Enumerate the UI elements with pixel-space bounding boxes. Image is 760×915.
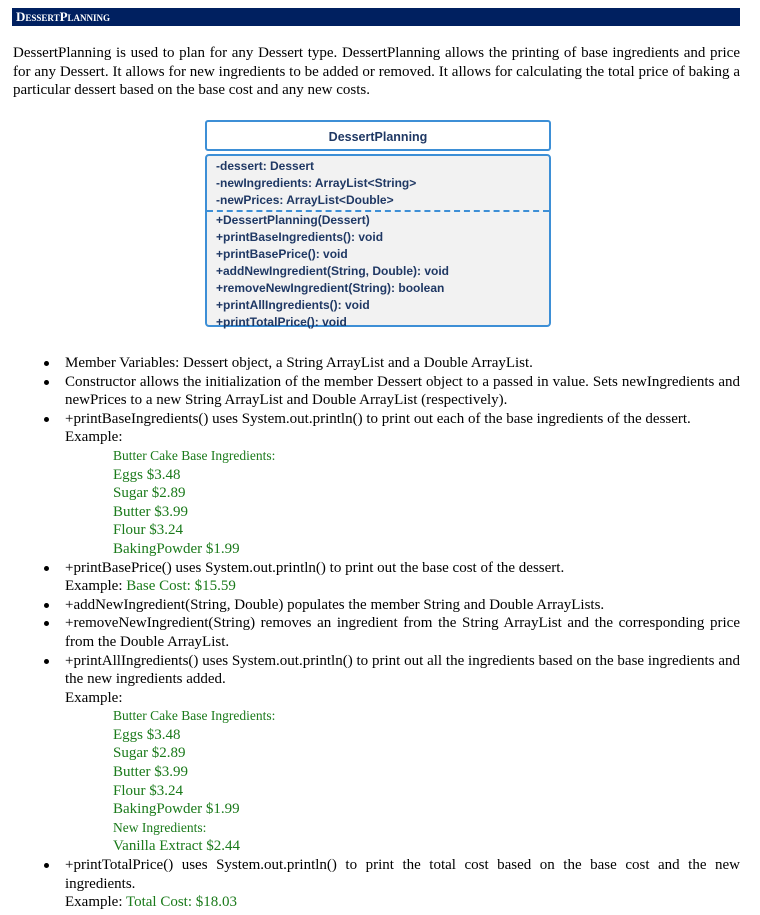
example-label: Example:	[65, 894, 123, 911]
example-label: Example:	[65, 578, 123, 595]
bullet-item	[65, 856, 740, 912]
uml-method: +removeNewIngredient(String): boolean	[216, 281, 445, 295]
example-heading: Butter Cake Base Ingredients:	[113, 708, 276, 724]
example-line: BakingPowder $1.99	[113, 801, 240, 818]
example-output: Base Cost: $15.59	[126, 578, 236, 595]
example-line: Butter $3.99	[113, 764, 188, 781]
bullet-text: +printAllIngredients() uses System.out.println() to print out all the ingredients based on the base ingredients and the new ingredients added.	[65, 652, 740, 688]
bullet-item	[65, 652, 740, 857]
bullet-item	[65, 596, 740, 615]
example-line: Flour $3.24	[113, 782, 184, 799]
uml-method: +printBaseIngredients(): void	[216, 230, 384, 244]
uml-method: +DessertPlanning(Dessert)	[216, 213, 370, 227]
uml-field: -dessert: Dessert	[216, 159, 315, 173]
example-heading: New Ingredients:	[113, 819, 207, 835]
bullet-list	[0, 354, 740, 912]
bullet-item	[65, 354, 740, 373]
uml-field: -newPrices: ArrayList<Double>	[216, 193, 394, 207]
example-line: Flour $3.24	[113, 522, 184, 539]
bullet-text: +removeNewIngredient(String) removes an ingredient from the String ArrayList and the corresponding price from the Double ArrayList.	[65, 615, 740, 650]
uml-method: +printBasePrice(): void	[216, 247, 348, 261]
example-output	[65, 707, 740, 856]
bullet-item	[65, 614, 740, 651]
bullet-text: Member Variables: Dessert object, a String ArrayList and a Double ArrayList.	[65, 355, 533, 371]
section-header: DessertPlanning	[12, 8, 740, 26]
example-line: BakingPowder $1.99	[113, 540, 240, 557]
uml-field: -newIngredients: ArrayList<String>	[216, 176, 417, 190]
bullet-item	[65, 559, 740, 596]
bullet-item	[65, 410, 740, 559]
uml-body	[205, 154, 551, 327]
uml-method: +printTotalPrice(): void	[216, 315, 347, 329]
example-line: Butter $3.99	[113, 503, 188, 520]
bullet-text: +printBaseIngredients() uses System.out.println() to print out each of the base ingredients of the dessert.	[65, 410, 691, 427]
example-line: Eggs $3.48	[113, 726, 181, 743]
bullet-text: +printTotalPrice() uses System.out.println() to print the total cost based on the base cost and the new ingredients.	[65, 857, 740, 892]
bullet-text: +addNewIngredient(String, Double) populates the member String and Double ArrayLists.	[65, 596, 605, 613]
bullet-text: Constructor allows the initialization of the member Dessert object to a passed in value. Sets newIngredients and newPrices to a new String ArrayList and Double ArrayList (respectively).	[65, 373, 740, 409]
example-line: Sugar $2.89	[113, 745, 186, 762]
uml-method: +printAllIngredients(): void	[216, 298, 370, 312]
example-output	[65, 447, 740, 559]
example-line: Sugar $2.89	[113, 485, 186, 502]
intro-paragraph: DessertPlanning is used to plan for any Dessert type. DessertPlanning allows the printing of base ingredients and price for any Dessert. It allows for new ingredients to be added or removed. It allows for calculating the total price of baking a particular dessert based on the base cost and any new costs.	[13, 45, 740, 99]
example-line: Vanilla Extract $2.44	[113, 838, 241, 855]
uml-class-diagram	[205, 120, 551, 327]
example-output: Total Cost: $18.03	[125, 894, 238, 911]
bullet-text: +printBasePrice() uses System.out.println() to print out the base cost of the dessert.	[65, 559, 565, 576]
example-label: Example:	[65, 429, 123, 446]
example-heading: Butter Cake Base Ingredients:	[113, 447, 276, 463]
uml-method: +addNewIngredient(String, Double): void	[216, 264, 450, 278]
uml-class-name: DessertPlanning	[205, 120, 551, 151]
bullet-item	[65, 373, 740, 410]
example-line: Eggs $3.48	[113, 466, 181, 483]
example-label: Example:	[65, 689, 123, 706]
